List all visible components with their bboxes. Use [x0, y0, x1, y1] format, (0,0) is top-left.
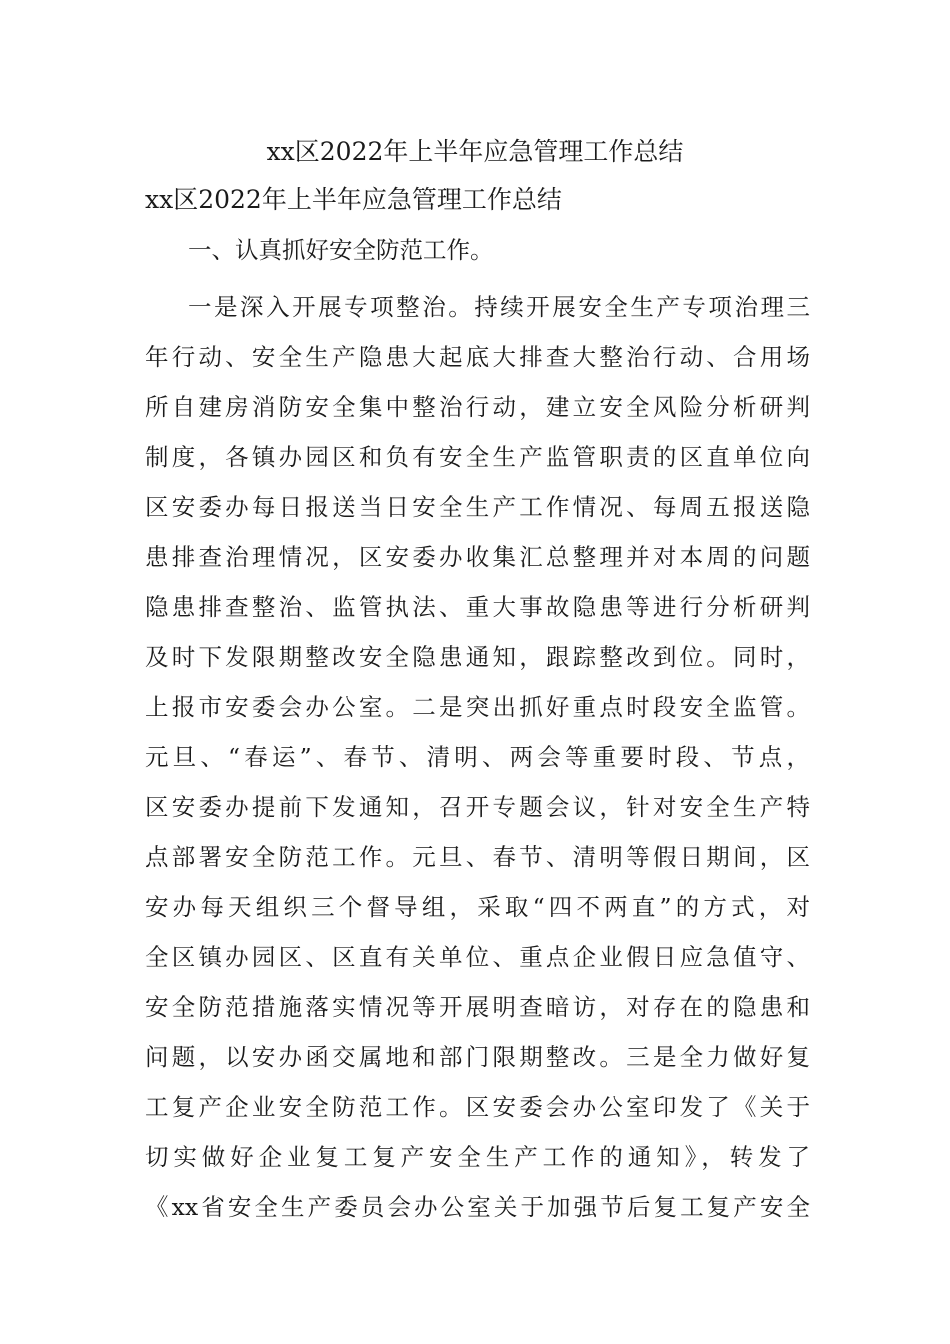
body-line: 所自建房消防安全集中整治行动，建立安全风险分析研判 [145, 393, 810, 421]
body-line: 一是深入开展专项整治。持续开展安全生产专项治理三 [188, 293, 810, 321]
section-heading: 一、认真抓好安全防范工作。 [188, 236, 494, 264]
body-line: 安办每天组织三个督导组，采取“四不两直”的方式，对 [145, 893, 810, 921]
body-line: 全区镇办园区、区直有关单位、重点企业假日应急值守、 [145, 943, 810, 971]
body-line: 元旦、“春运”、春节、清明、两会等重要时段、节点， [145, 743, 810, 771]
body-line: 区安委办提前下发通知，召开专题会议，针对安全生产特 [145, 793, 810, 821]
body-line: 切实做好企业复工复产安全生产工作的通知》，转发了 [145, 1143, 810, 1171]
document-subtitle: xx区2022年上半年应急管理工作总结 [145, 185, 562, 214]
body-line: 安全防范措施落实情况等开展明查暗访，对存在的隐患和 [145, 993, 810, 1021]
body-line: 及时下发限期整改安全隐患通知，跟踪整改到位。同时， [145, 643, 810, 671]
body-line: 点部署安全防范工作。元旦、春节、清明等假日期间，区 [145, 843, 810, 871]
body-line: 《xx省安全生产委员会办公室关于加强节后复工复产安全 [145, 1193, 810, 1221]
body-paragraph [145, 282, 810, 1232]
body-line: 制度，各镇办园区和负有安全生产监管职责的区直单位向 [145, 443, 810, 471]
body-line: 问题，以安办函交属地和部门限期整改。三是全力做好复 [145, 1043, 810, 1071]
body-line: 年行动、安全生产隐患大起底大排查大整治行动、合用场 [145, 343, 810, 371]
body-line: 患排查治理情况，区安委办收集汇总整理并对本周的问题 [145, 543, 810, 571]
document-title: xx区2022年上半年应急管理工作总结 [266, 137, 684, 166]
body-line: 隐患排查整治、监管执法、重大事故隐患等进行分析研判 [145, 593, 810, 621]
body-line: 工复产企业安全防范工作。区安委会办公室印发了《关于 [145, 1093, 810, 1121]
body-line: 上报市安委会办公室。二是突出抓好重点时段安全监管。 [145, 693, 810, 721]
body-line: 区安委办每日报送当日安全生产工作情况、每周五报送隐 [145, 493, 810, 521]
